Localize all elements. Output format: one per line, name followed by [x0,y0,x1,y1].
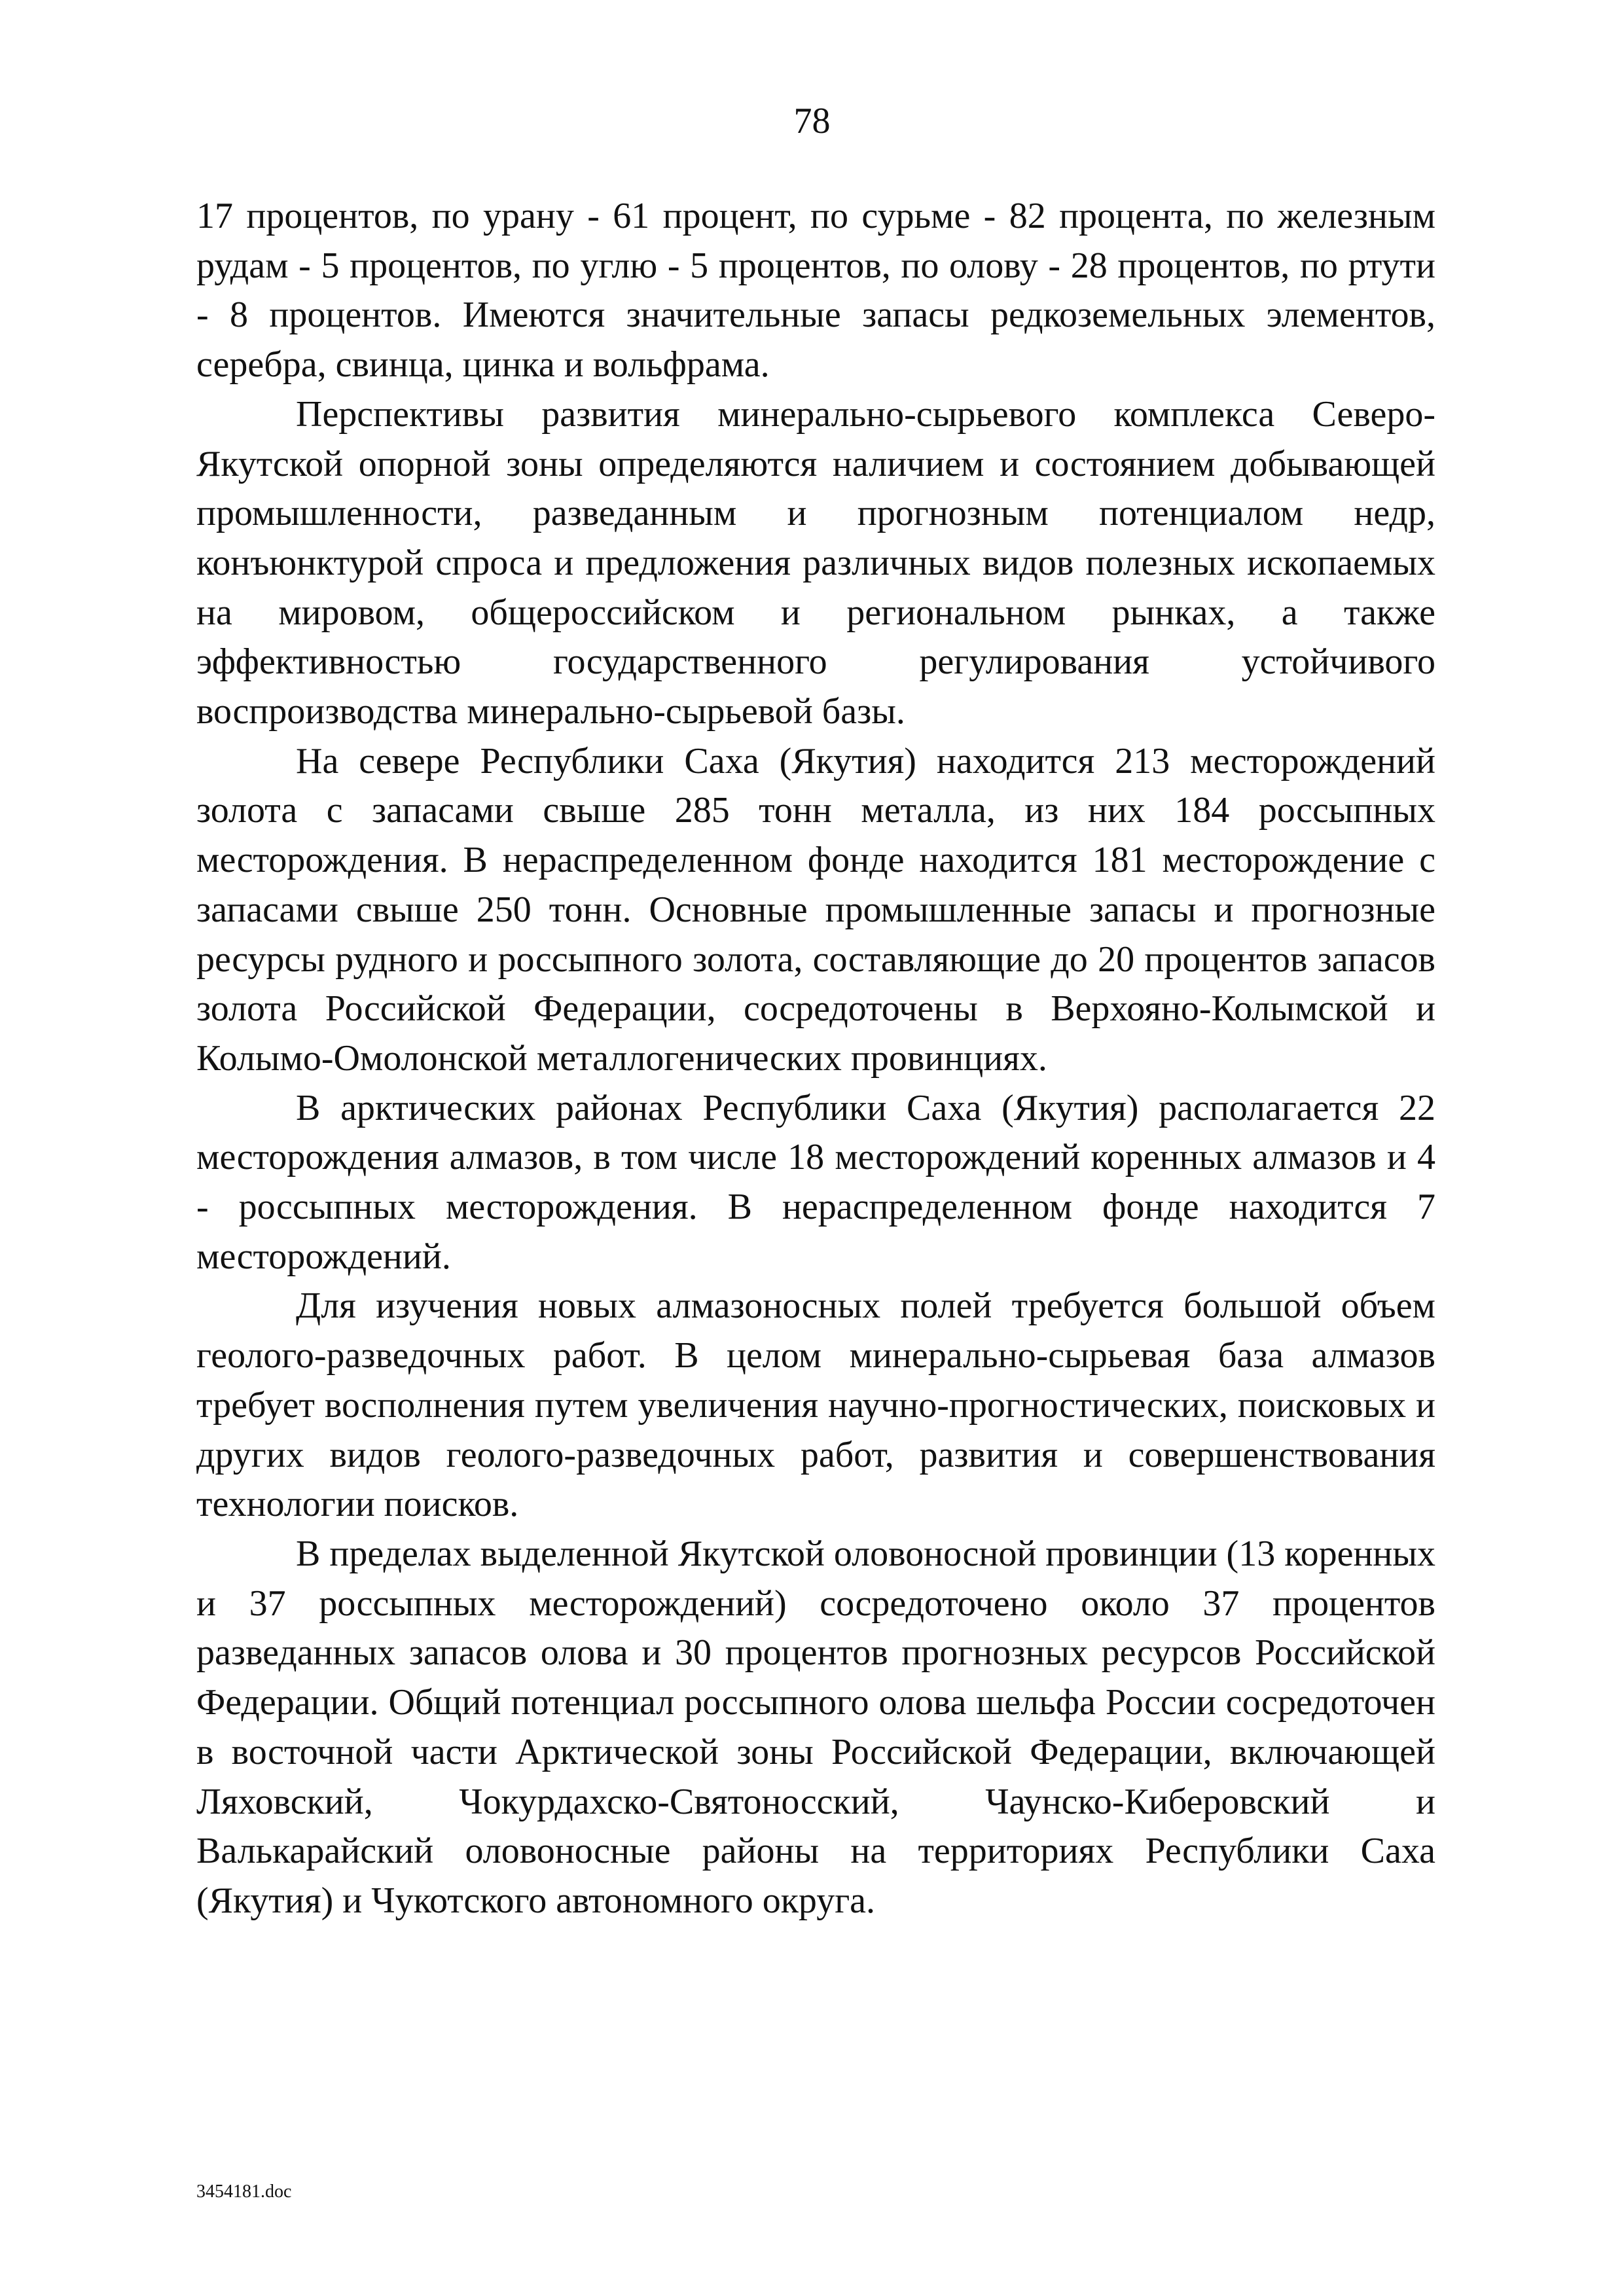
paragraph-gold: На севере Республики Саха (Якутия) находится 213 месторождений золота с запасами свыше 285 тонн металла, из них 184 россыпных месторождения. В нераспределенном фонде находится 181 месторождение с запасами свыше 250 тонн. Основные промышленные запасы и прогнозные ресурсы рудного и россыпного золота, составляющие до 20 процентов запасов золота Российской Федерации, сосредоточены в Верхояно-Колымской и Колымо-Омолонской металлогенических провинциях. [196,740,1435,1079]
page-number: 78 [793,101,831,141]
paragraph-diamond-exploration: Для изучения новых алмазоносных полей требуется большой объем геолого-разведочных работ. В целом минерально-сырьевая база алмазов требует восполнения путем увеличения научно-прогностических, поисковых и других видов геолого-разведочных работ, развития и совершенствования технологии поисков. [196,1285,1435,1525]
paragraph-diamonds: В арктических районах Республики Саха (Якутия) располагается 22 месторождения алмазов, в том числе 18 месторождений коренных алмазов и 4 - россыпных месторождения. В нераспределенном фонде находится 7 месторождений. [196,1087,1435,1277]
paragraph-tin: В пределах выделенной Якутской оловоносной провинции (13 коренных и 37 россыпных месторождений) сосредоточено около 37 процентов разведанных запасов олова и 30 процентов прогнозных ресурсов Российской Федерации. Общий потенциал россыпного олова шельфа России сосредоточен в восточной части Арктической зоны Российской Федерации, включающей Ляховский, Чокурдахско-Святоносский, Чаунско-Киберовский и Валькарайский оловоносные районы на территориях Республики Саха (Якутия) и Чукотского автономного округа. [196,1533,1435,1921]
paragraph-prospects: Перспективы развития минерально-сырьевого комплекса Северо-Якутской опорной зоны определяются наличием и состоянием добывающей промышленности, разведанным и прогнозным потенциалом недр, конъюнктурой спроса и предложения различных видов полезных ископаемых на мировом, общероссийском и региональном рынках, а также эффективностью государственного регулирования устойчивого воспроизводства минерально-сырьевой базы. [196,393,1435,732]
paragraph-continuation: 17 процентов, по урану - 61 процент, по сурьме - 82 процента, по железным рудам - 5 процентов, по углю - 5 процентов, по олову - 28 процентов, по ртути - 8 процентов. Имеются значительные запасы редкоземельных элементов, серебра, свинца, цинка и вольфрама. [196,196,1435,386]
document-file-id: 3454181.doc [196,2181,292,2202]
document-body [196,192,1435,1926]
